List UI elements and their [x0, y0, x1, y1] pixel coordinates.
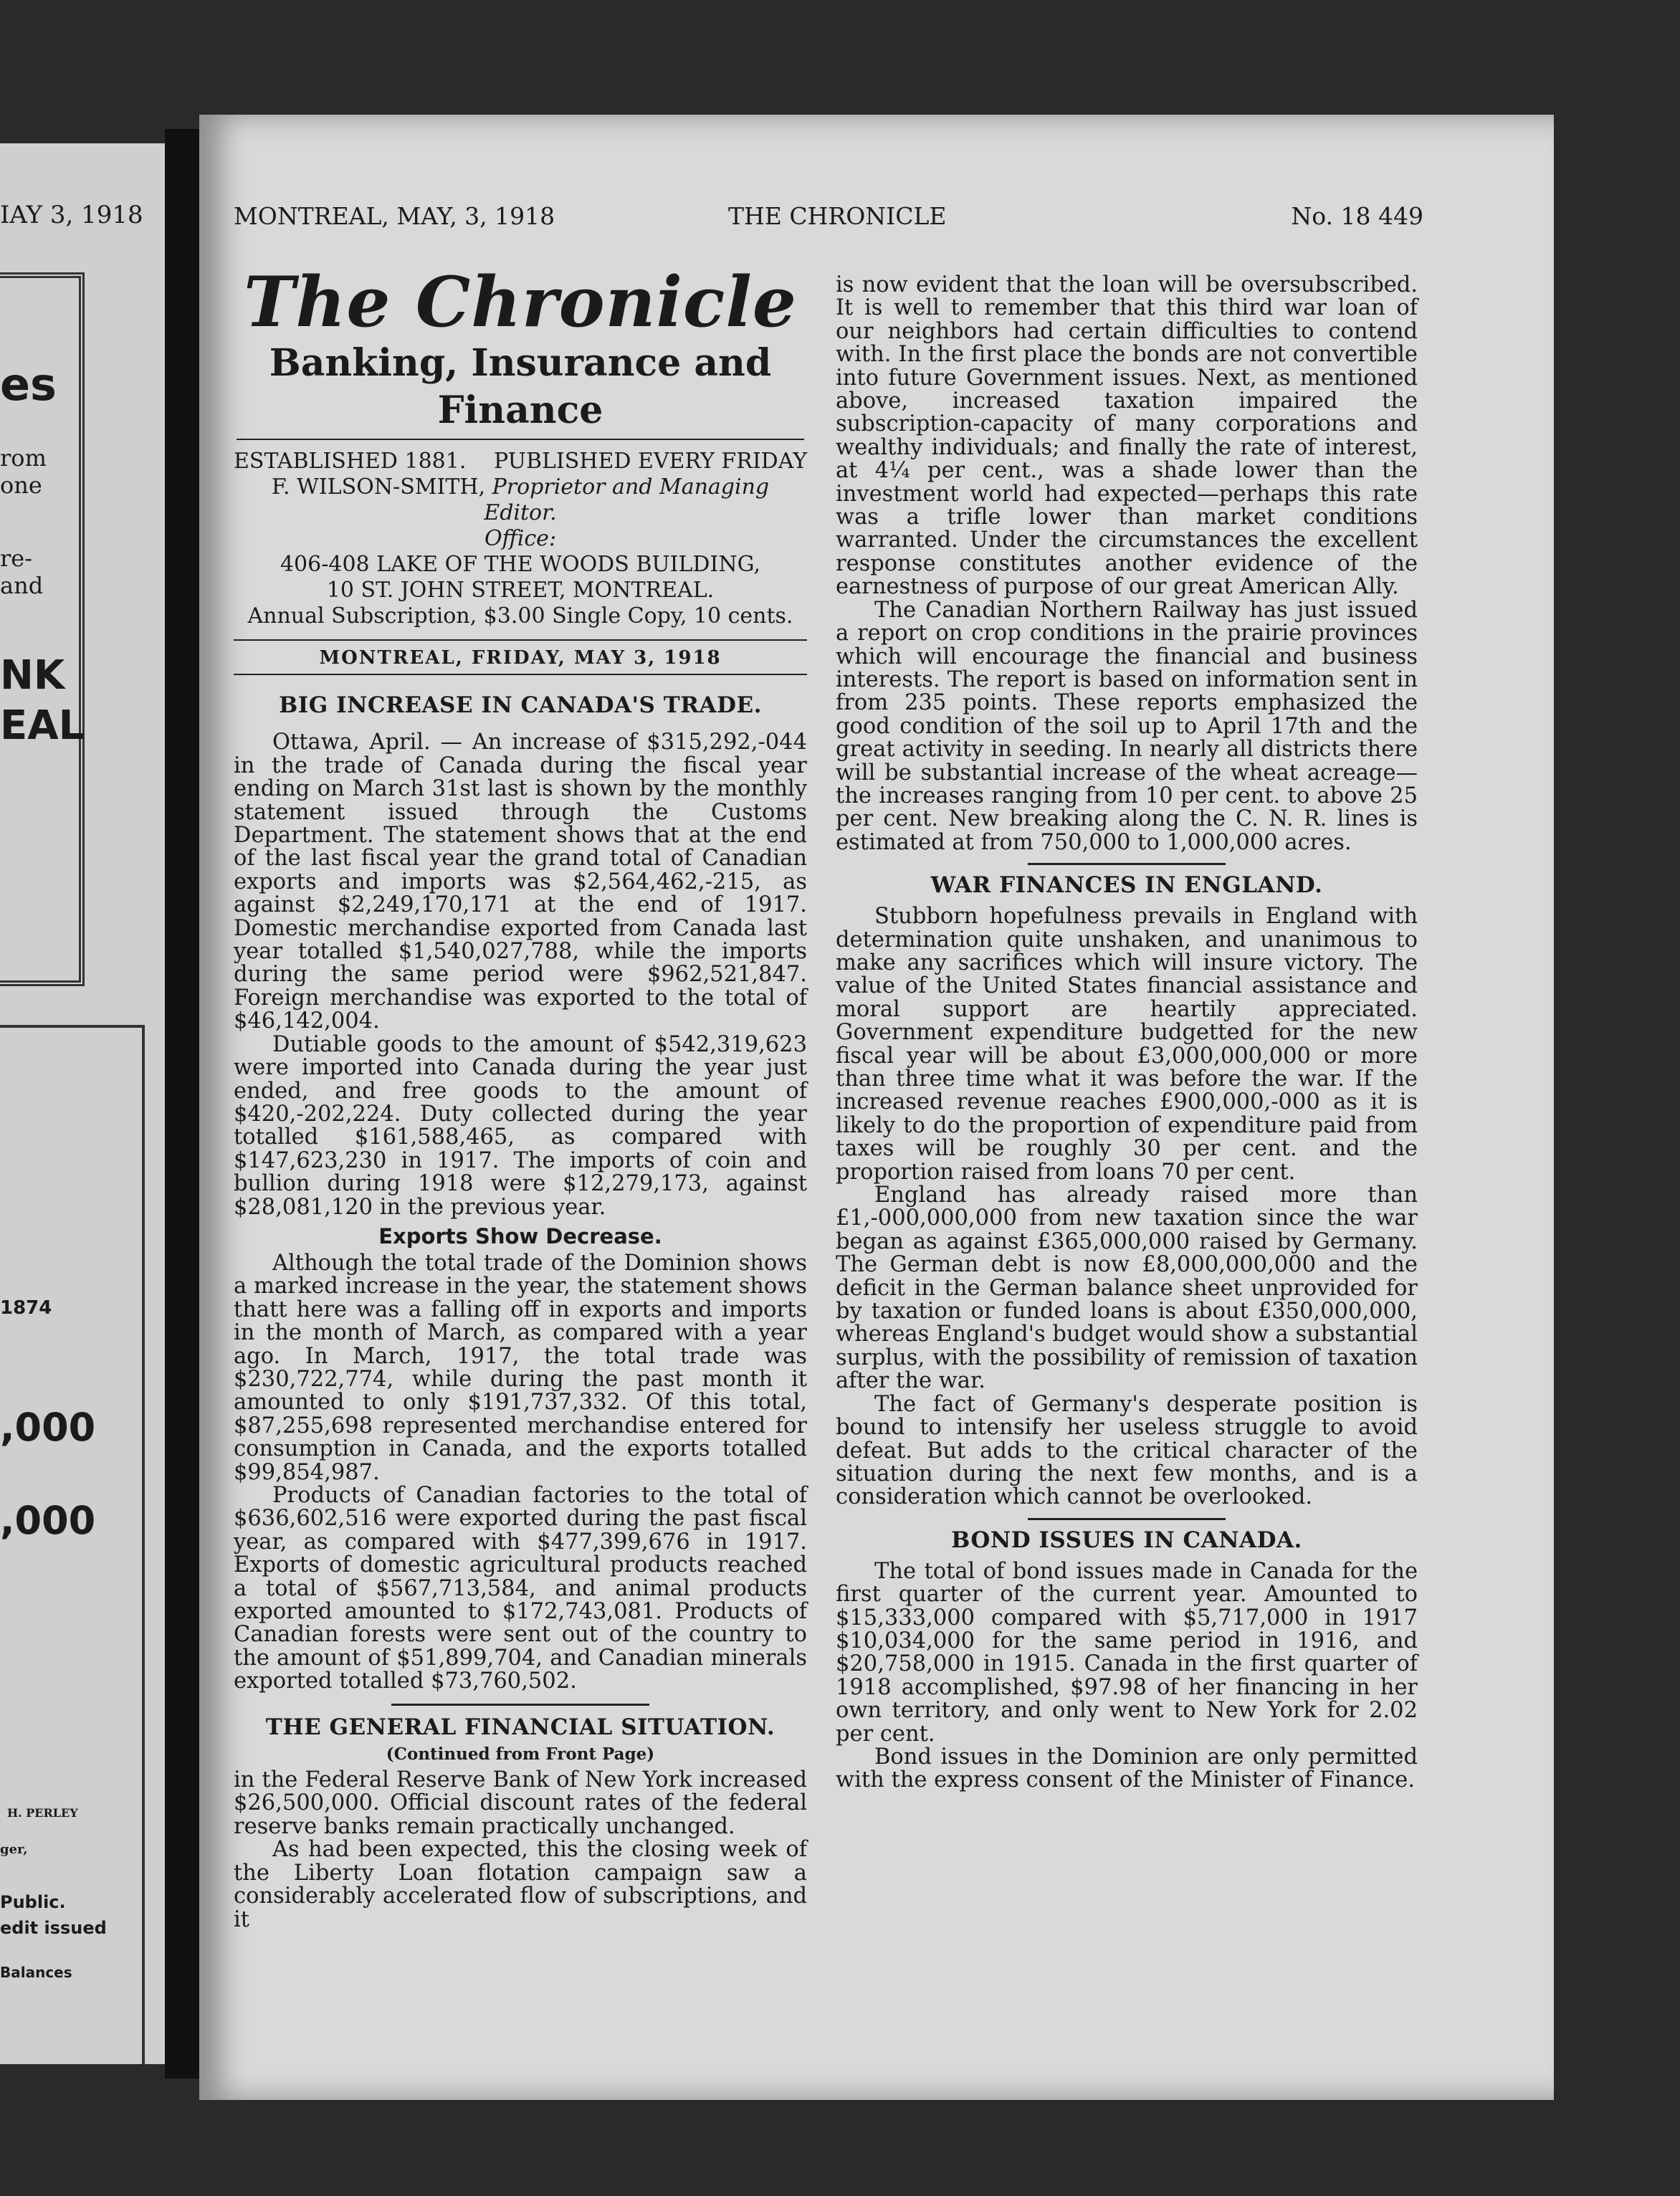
office-address-line-2: 10 ST. JOHN STREET, MONTREAL.: [326, 578, 715, 603]
right-column: [836, 274, 1418, 1792]
bonds-paragraph-1: The total of bond issues made in Canada for the first quarter of the current year. Amounted to $15,333,000 compared with $5,717,000 in 1917 $10,034,000 for the same period in 1916, and $20,758,000 in 1915. Canada in the first quarter of 1918 accomplished, $97.98 of her financing in her own territory, and only went to New York for 2.02 per cent.: [836, 1558, 1418, 1747]
left-frag-nk: NK: [0, 652, 65, 699]
bonds-paragraph-2: Bond issues in the Dominion are only permitted with the express consent of the Minister of Finance.: [836, 1744, 1418, 1793]
financial-paragraph-1: in the Federal Reserve Bank of New York increased $26,500,000. Official discount rates of the federal reserve banks remain practically unchanged.: [234, 1767, 807, 1839]
masthead: [234, 262, 807, 675]
left-frag-one: one: [0, 472, 42, 499]
book-gutter: [165, 129, 199, 2078]
left-frag-000a: ,000: [0, 1405, 96, 1450]
financial-article-heading: THE GENERAL FINANCIAL SITUATION.: [265, 1714, 775, 1740]
trade-subheading: Exports Show Decrease.: [378, 1223, 662, 1249]
established-note: ESTABLISHED 1881.: [234, 449, 467, 474]
left-frag-credit: edit issued: [0, 1918, 107, 1938]
office-label: Office:: [484, 526, 557, 551]
war-paragraph-3: The fact of Germany's desperate position is bound to intensify her useless struggle to avoid defeat. But adds to the critical character of the situation during the next few months, and is a consideration which cannot be overlooked.: [836, 1391, 1418, 1510]
financial-paragraph-2: As had been expected, this the closing week of the Liberty Loan flotation campaign saw a considerably accelerated flow of subscriptions, and it: [234, 1837, 807, 1932]
left-frag-re: re-: [0, 545, 33, 572]
financial-paragraph-3: is now evident that the loan will be oversubscribed. It is well to remember that this third war loan of our neighbors had certain difficulties to contend with. In the first place the bonds are not convertible into future Government issues. Next, as mentioned above, increased taxation impaired the subscription-capacity of many corporations and wealthy individuals; and finally the rate of interest, at 4¼ per cent., was a shade lower than the investment world had expected—perhaps this rate was a trifle lower than market conditions warranted. Under the circumstances the excellent response constitutes another evidence of the earnestness of purpose of our great American Ally.: [836, 272, 1418, 600]
running-head-page-number: No. 18 449: [1291, 202, 1423, 230]
war-paragraph-1: Stubborn hopefulness prevails in England with determination quite unshaken, and unanimous to make any sacrifices which will insure victory. The value of the United States financial assistance and moral support are heartily appreciated. Government expenditure budgetted for the new fiscal year will be about £3,000,000,000 or more than three time what it was before the war. If the increased revenue reaches £900,000,-000 as it is likely to do the proportion of expenditure paid from taxes will be roughly 30 per cent. and the proportion raised from loans 70 per cent.: [836, 904, 1418, 1185]
office-address-line-1: 406-408 LAKE OF THE WOODS BUILDING,: [280, 552, 761, 577]
war-paragraph-2: England has already raised more than £1,-000,000,000 from new taxation since the war began as against £365,000,000 raised by Germany. The German debt is now £8,000,000,000 and the deficit in the German balance sheet unprovided for by taxation or funded loans is about £350,000,000, whereas England's budget would show a substantial surplus, with the possibility of remission of taxation after the war.: [836, 1183, 1418, 1394]
left-page-fragment: [0, 143, 165, 2064]
proprietor-name: F. WILSON-SMITH,: [271, 474, 486, 500]
newspaper-page: [199, 115, 1554, 2100]
war-article-heading: WAR FINANCES IN ENGLAND.: [930, 872, 1323, 899]
publication-frequency: PUBLISHED EVERY FRIDAY: [494, 449, 807, 474]
trade-article-heading: BIG INCREASE IN CANADA'S TRADE.: [279, 692, 762, 719]
subscription-price: Annual Subscription, $3.00 Single Copy, 10 cents.: [247, 603, 793, 629]
masthead-title: The Chronicle: [244, 262, 797, 343]
left-frag-public: Public.: [0, 1892, 66, 1912]
continued-note: (Continued from Front Page): [386, 1744, 655, 1764]
running-head-title: THE CHRONICLE: [728, 202, 947, 230]
trade-paragraph-1: Ottawa, April. — An increase of $315,292,-044 in the trade of Canada during the fiscal year ending on March 31st last is shown by the monthly statement issued through the Customs Department. The statement shows that at the end of the last fiscal year the grand total of Canadian exports and imports was $2,564,462,-215, as against $2,249,170,171 at the end of 1917. Domestic merchandise exported from Canada last year totalled $1,540,027,788, while the imports during the same period were $962,521,847. Foreign merchandise was exported to the total of $46,142,004.: [234, 730, 807, 1034]
left-column: [234, 262, 807, 1932]
proprietor-role: Proprietor and Managing Editor.: [484, 474, 770, 525]
trade-paragraph-4: Products of Canadian factories to the total of $636,602,516 were exported during the past fiscal year, as compared with $477,399,676 in 1917. Exports of domestic agricultural products reached a total of $567,713,584, and animal products exported amounted to $172,743,081. Products of Canadian forests were sent out of the country to the amount of $51,899,704, and Canadian minerals exported totalled $73,760,502.: [234, 1483, 807, 1694]
left-frag-from: rom: [0, 444, 47, 472]
left-frag-ger: ger,: [0, 1842, 28, 1857]
running-head: [234, 202, 1423, 238]
article-divider: [1028, 1518, 1226, 1520]
article-divider: [1028, 863, 1226, 865]
trade-paragraph-2: Dutiable goods to the amount of $542,319,623 were imported into Canada during the year just ended, and free goods to the amount of $420,-202,224. Duty collected during the year totalled $161,588,465, as compared with $147,623,230 in 1917. The imports of coin and bullion during 1918 were $12,279,173, against $28,081,120 in the previous year.: [234, 1031, 807, 1220]
running-head-date: MONTREAL, MAY, 3, 1918: [234, 202, 555, 230]
masthead-info: [234, 449, 807, 629]
left-frag-balances: Balances: [0, 1964, 72, 1981]
left-frag-1874: 1874: [0, 1297, 52, 1319]
bonds-article-heading: BOND ISSUES IN CANADA.: [951, 1527, 1302, 1553]
left-frag-eal: EAL: [0, 702, 85, 749]
article-divider: [391, 1704, 649, 1706]
issue-dateline: MONTREAL, FRIDAY, MAY 3, 1918: [234, 639, 807, 675]
trade-paragraph-3: Although the total trade of the Dominion shows a marked increase in the year, the statement shows thatt here was a falling off in exports and imports in the month of March, as compared with a year ago. In March, 1917, the total trade was $230,722,774, while during the past month it amounted to only $191,737,332. Of this total, $87,255,698 represented merchandise entered for consumption in Canada, and the exports totalled $99,854,987.: [234, 1250, 807, 1485]
left-frag-and: and: [0, 572, 44, 599]
financial-paragraph-4: The Canadian Northern Railway has just issued a report on crop conditions in the prairie provinces which will encourage the financial and business interests. The report is based on information sent in from 235 points. These reports emphasized the good condition of the soil up to April 17th and the great activity in seeding. In nearly all districts there will be substantial increase of the wheat acreage—the increases ranging from 10 per cent. to above 25 per cent. New breaking along the C. N. R. lines is estimated at from 750,000 to 1,000,000 acres.: [836, 597, 1418, 855]
left-page-date: IAY 3, 1918: [0, 201, 143, 229]
left-frag-000b: ,000: [0, 1498, 96, 1543]
left-frag-es: es: [0, 358, 57, 411]
masthead-subtitle: Banking, Insurance and Finance: [237, 340, 804, 440]
left-frag-perley: H. PERLEY: [7, 1806, 78, 1820]
